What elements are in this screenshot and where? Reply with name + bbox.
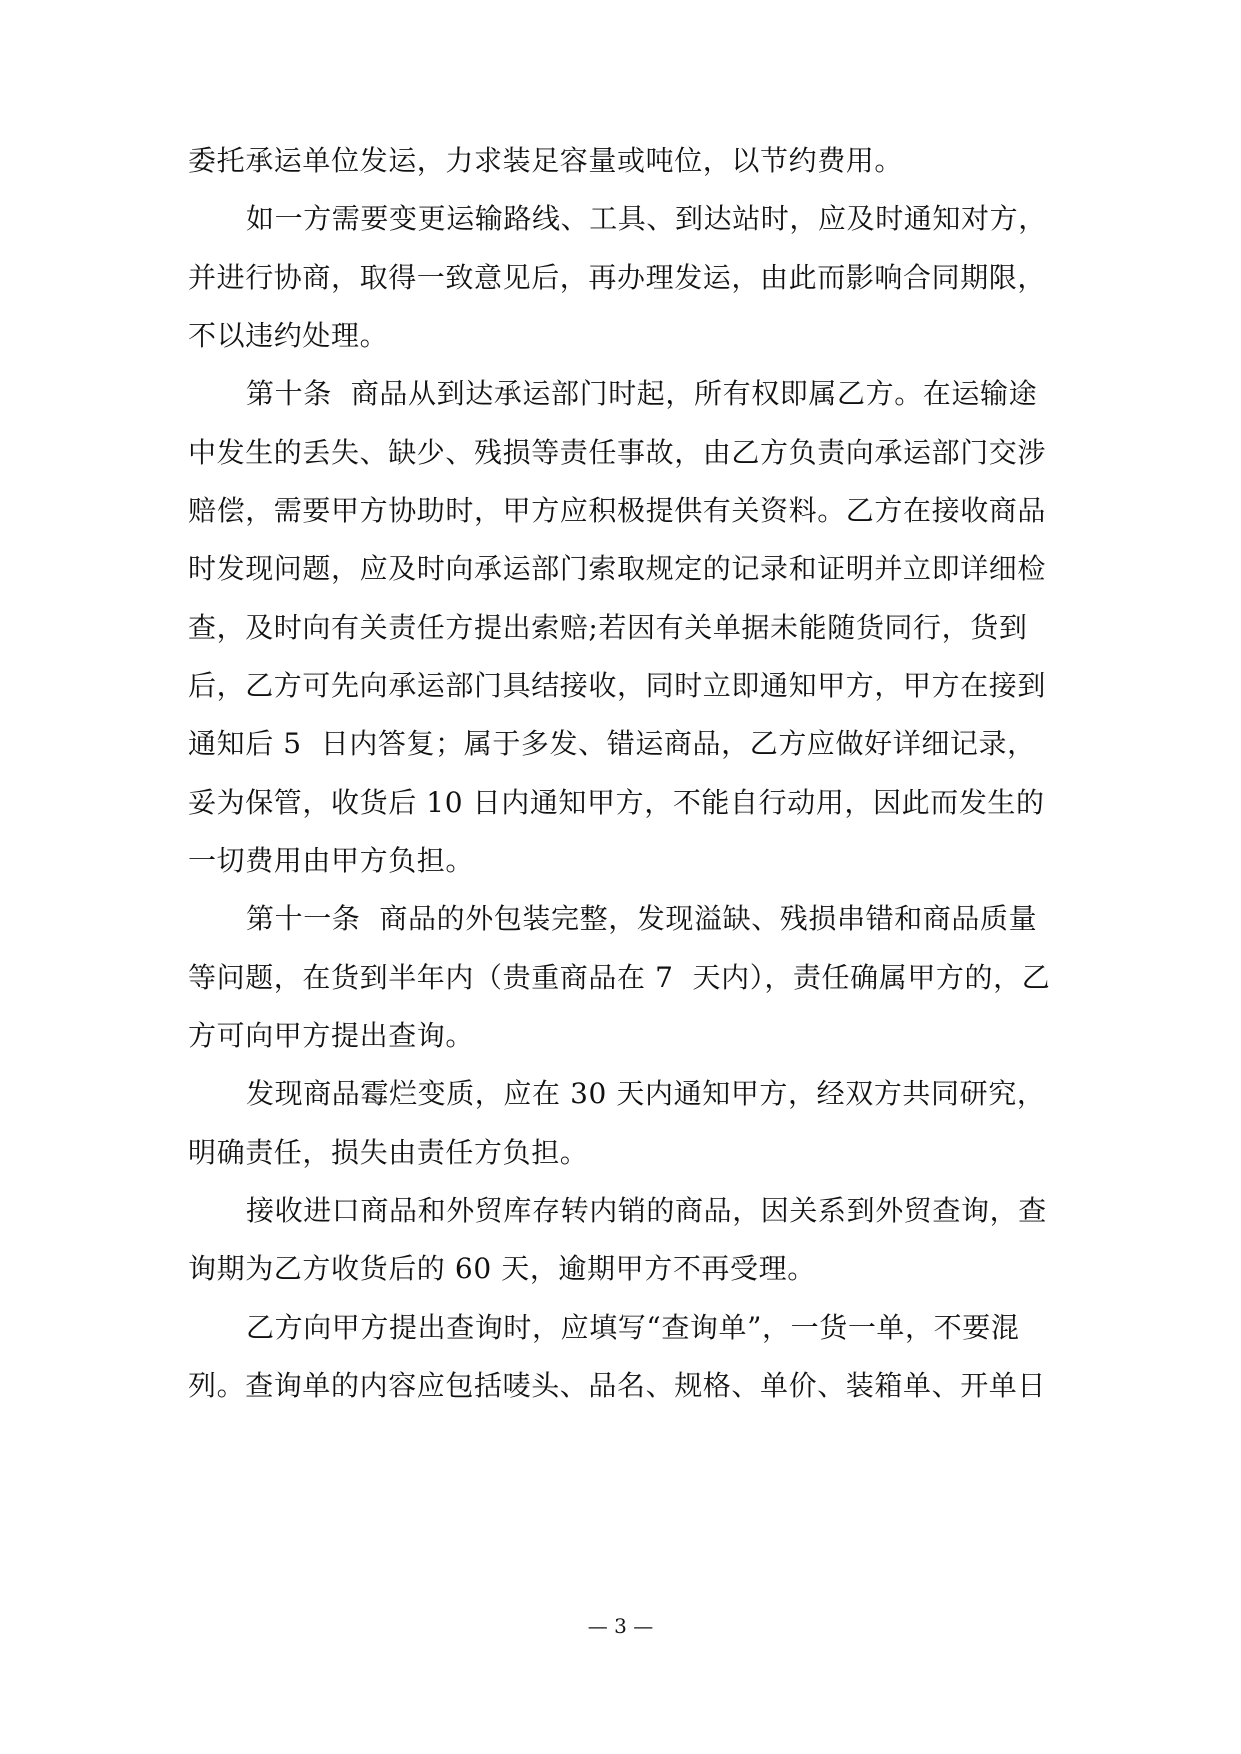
text-line: 等问题，在货到半年内（贵重商品在 7 天内），责任确属甲方的，乙 xyxy=(188,961,1051,994)
text-line: 第十一条 商品的外包装完整，发现溢缺、残损串错和商品质量 xyxy=(246,902,1038,935)
text-line: 妥为保管，收货后 10 日内通知甲方，不能自行动用，因此而发生的 xyxy=(188,786,1045,819)
text-line: 查，及时向有关责任方提出索赔;若因有关单据未能随货同行，货到 xyxy=(188,611,1028,644)
text-line: 一切费用由甲方负担。 xyxy=(188,844,475,877)
text-line: 第十条 商品从到达承运部门时起，所有权即属乙方。在运输途 xyxy=(246,377,1038,410)
text-line: 列。查询单的内容应包括唛头、品名、规格、单价、装箱单、开单日 xyxy=(188,1369,1047,1402)
text-line: 时发现问题，应及时向承运部门索取规定的记录和证明并立即详细检 xyxy=(188,552,1047,585)
page-number: — 3 — xyxy=(587,1614,654,1638)
text-line: 乙方向甲方提出查询时，应填写“查询单”，一货一单，不要混 xyxy=(246,1311,1020,1344)
text-line: 中发生的丢失、缺少、残损等责任事故，由乙方负责向承运部门交涉 xyxy=(188,436,1047,469)
text-line: 后，乙方可先向承运部门具结接收，同时立即通知甲方，甲方在接到 xyxy=(188,669,1047,702)
text-line: 赔偿，需要甲方协助时，甲方应积极提供有关资料。乙方在接收商品 xyxy=(188,494,1047,527)
text-line: 询期为乙方收货后的 60 天，逾期甲方不再受理。 xyxy=(188,1252,816,1285)
text-line: 委托承运单位发运，力求装足容量或吨位，以节约费用。 xyxy=(188,144,904,177)
text-line: 不以违约处理。 xyxy=(188,319,389,352)
text-line: 方可向甲方提出查询。 xyxy=(188,1019,475,1052)
text-line: 明确责任，损失由责任方负担。 xyxy=(188,1136,589,1169)
text-line: 如一方需要变更运输路线、工具、到达站时，应及时通知对方， xyxy=(246,202,1047,235)
text-line: 通知后 5 日内答复；属于多发、错运商品，乙方应做好详细记录， xyxy=(188,727,1036,760)
text-line: 发现商品霉烂变质，应在 30 天内通知甲方，经双方共同研究， xyxy=(246,1077,1046,1110)
text-line: 接收进口商品和外贸库存转内销的商品，因关系到外贸查询，查 xyxy=(246,1194,1047,1227)
text-line: 并进行协商，取得一致意见后，再办理发运，由此而影响合同期限， xyxy=(188,261,1047,294)
